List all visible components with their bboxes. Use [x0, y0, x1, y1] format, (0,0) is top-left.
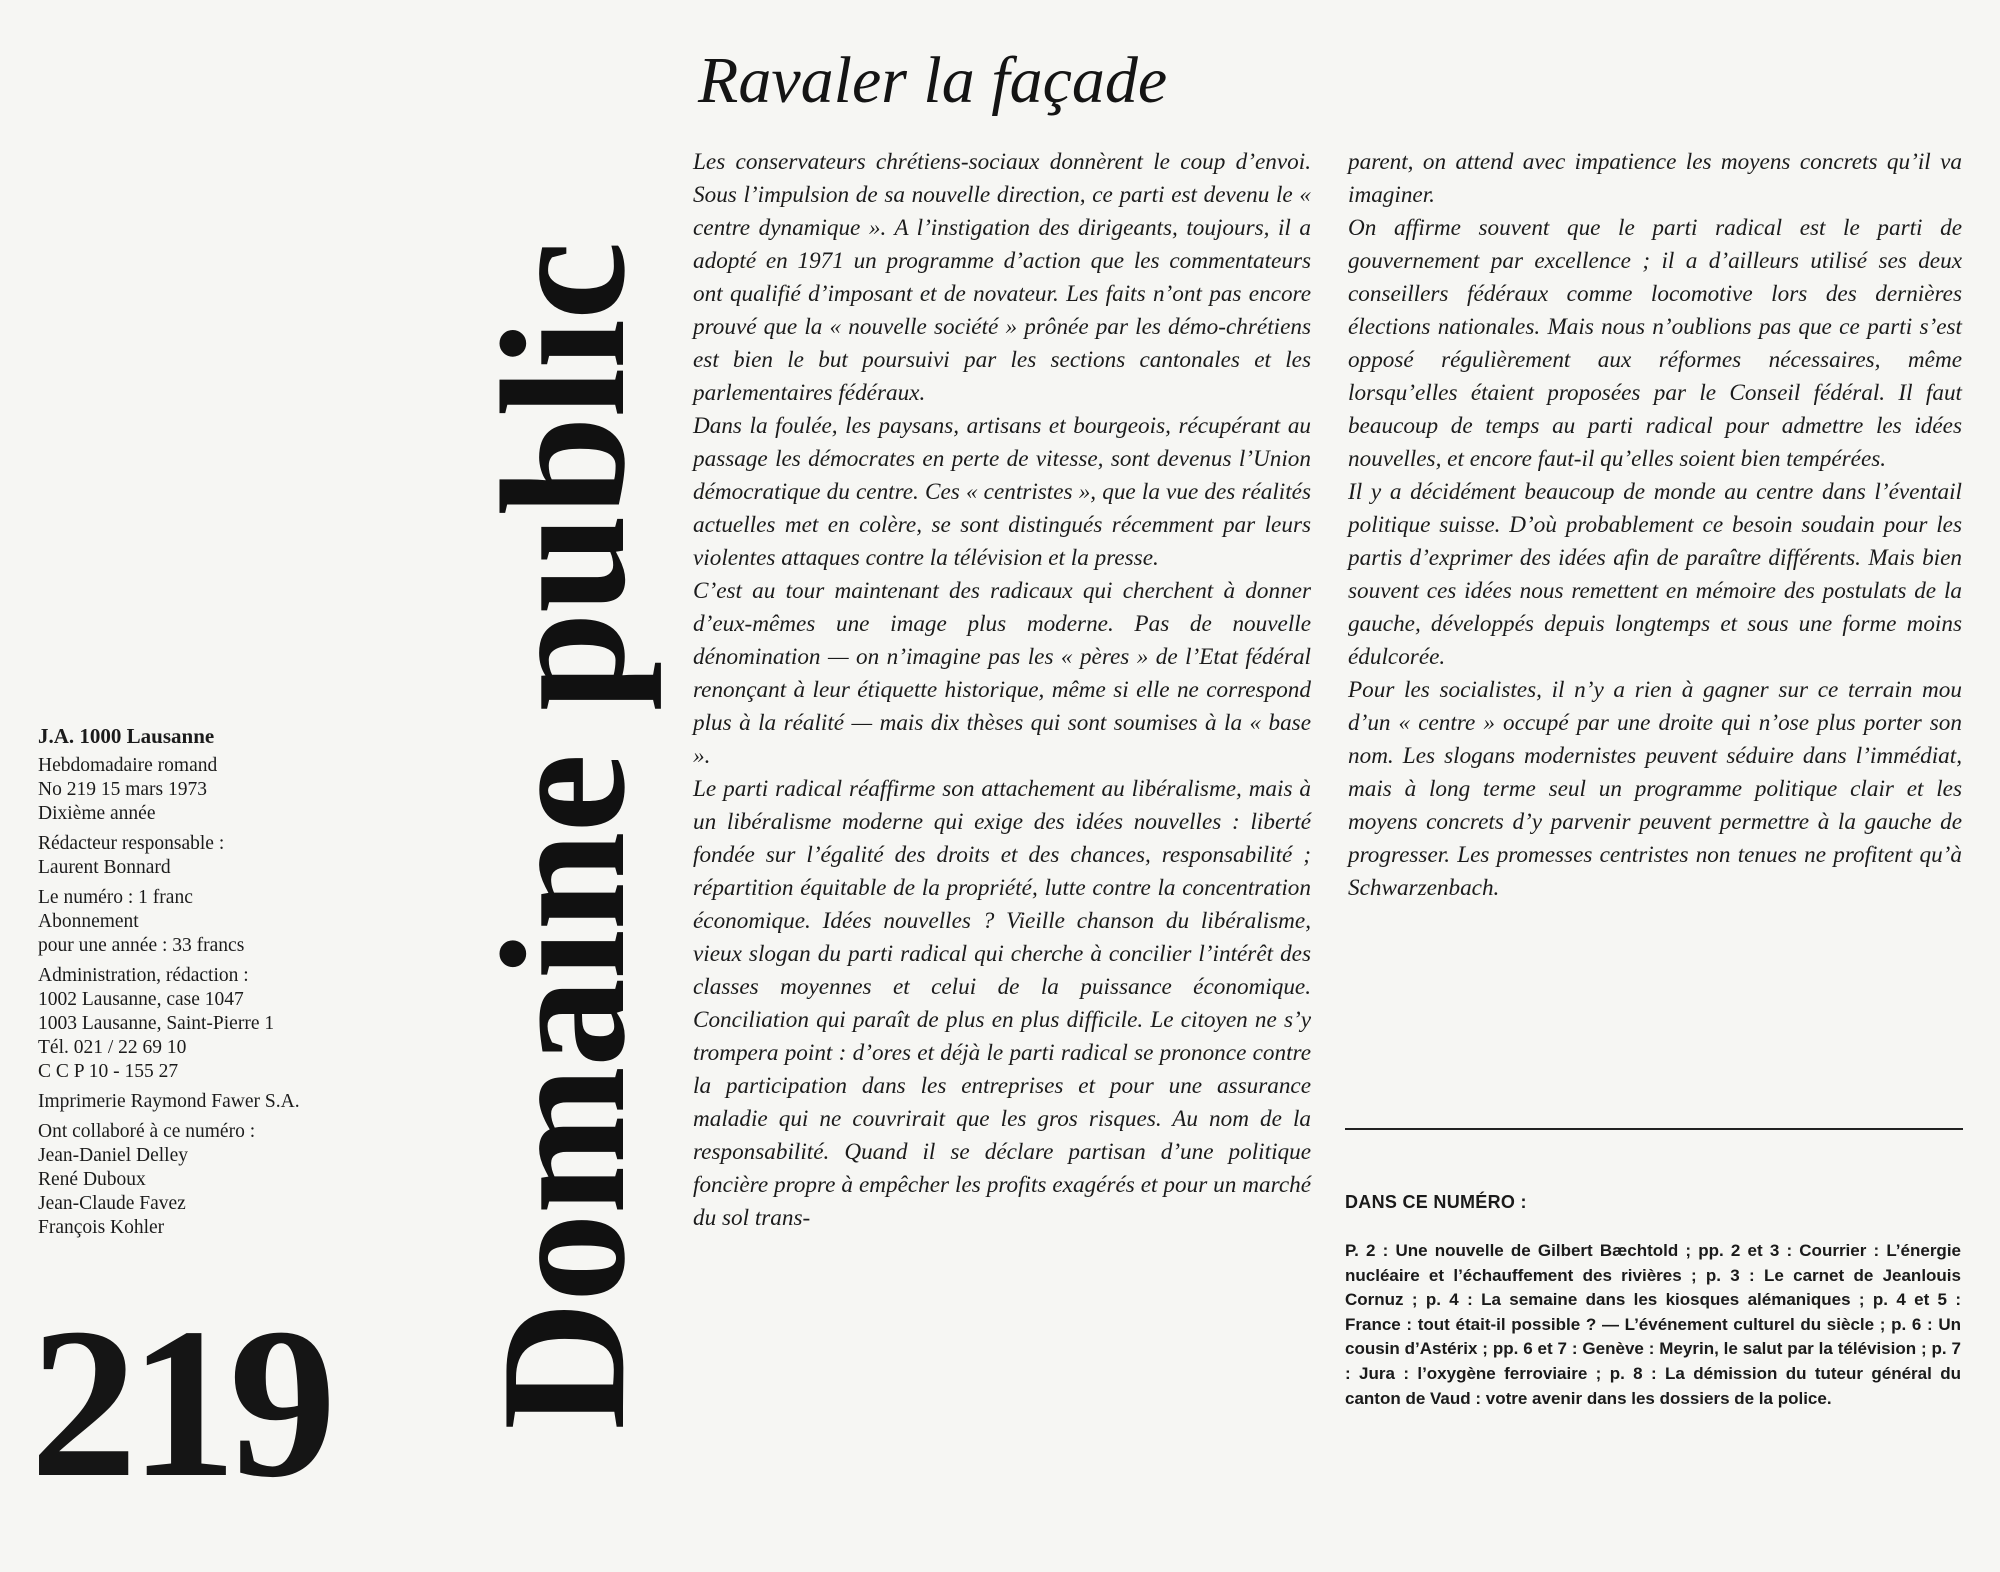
article-paragraph: Dans la foulée, les paysans, artisans et bourgeois, récupérant au passage les démocrates en perte de vitesse, sont devenus l’Union démocratique du centre. Ces « centristes », que la vue des réalités actuelles met en colère, se sont distingués récemment par leurs violentes attaques contre la télévision et la presse.	[693, 413, 1311, 571]
article-paragraph: parent, on attend avec impatience les moyens concrets qu’il va imaginer.	[1348, 149, 1962, 208]
subscription-price: pour une année : 33 francs	[38, 935, 245, 956]
masthead-title: Domaine public	[464, 242, 662, 1430]
issue-number: 219	[30, 1283, 329, 1522]
publication-frequency: Hebdomadaire romand	[38, 755, 218, 776]
article-column-2	[1348, 146, 1962, 905]
contents-list: P. 2 : Une nouvelle de Gilbert Bæchtold ; pp. 2 et 3 : Courrier : L’énergie nucléaire et l’échauffement des rivières ; p. 3 : Le carnet de Jeanlouis Cornuz ; p. 4 : La semaine dans les kiosques alémaniques ; p. 4 et 5 : France : tout était-il possible ? — L’événement culturel du siècle ; p. 6 : Un cousin d’Astérix ; pp. 6 et 7 : Genève : Meyrin, le salut par la télévision ; p. 7 : Jura : l’oxygène ferroviaire ; p. 8 : La démission du tuteur général du canton de Vaud : votre avenir dans les dossiers de la police.	[1345, 1241, 1961, 1408]
article-paragraph: Les conservateurs chrétiens-sociaux donnèrent le coup d’envoi. Sous l’impulsion de sa nouvelle direction, ce parti est devenu le « centre dynamique ». A l’instigation des dirigeants, toujours, il a adopté en 1971 un programme d’action que les commentateurs ont qualifié d’imposant et de novateur. Les faits n’ont pas encore prouvé que la « nouvelle société » prônée par les démo-chrétiens est bien le but poursuivi par les sections cantonales et les parlementaires fédéraux.	[693, 149, 1311, 406]
administration-label: Administration, rédaction :	[38, 965, 249, 986]
publication-info	[38, 754, 408, 826]
article-title: Ravaler la façade	[698, 44, 1168, 117]
article-paragraph: Il y a décidément beaucoup de monde au centre dans l’éventail politique suisse. D’où probablement ce besoin soudain pour les partis d’exprimer des idées afin de paraître différents. Mais bien souvent ces idées nous remettent en mémoire des postulats de la gauche, développés depuis longtemps et sous une forme moins édulcorée.	[1348, 479, 1962, 670]
contents-heading: DANS CE NUMÉRO :	[1345, 1192, 1527, 1212]
subscription-label: Abonnement	[38, 911, 139, 932]
administration-address: 1002 Lausanne, case 1047	[38, 989, 244, 1010]
contributor-name: Jean-Daniel Delley	[38, 1145, 188, 1166]
article-paragraph: Pour les socialistes, il n’y a rien à gagner sur ce terrain mou d’un « centre » occupé par une droite qui n’ose plus porter son nom. Les slogans modernistes peuvent séduire dans l’immédiat, mais à long terme seul un programme politique clair et les moyens concrets d’y parvenir peuvent permettre à la gauche de progresser. Les promesses centristes non tenues ne profitent qu’à Schwarzenbach.	[1348, 677, 1962, 901]
printer-name: Imprimerie Raymond Fawer S.A.	[38, 1091, 300, 1112]
article-paragraph: Le parti radical réaffirme son attachement au libéralisme, mais à un libéralisme moderne qui exige des idées nouvelles : liberté fondée sur l’égalité des droits et des chances, responsabilité ; répartition équitable de la propriété, lutte contre la concentration économique. Idées nouvelles ? Vieille chanson du libéralisme, vieux slogan du parti radical qui cherche à concilier l’intérêt des classes moyennes et celui de la puissance économique. Conciliation qui paraît de plus en plus difficile. Le citoyen ne s’y trompera point : d’ores et déjà le parti radical se prononce contre la participation dans les entreprises et pour une assurance maladie qui ne couvrirait que les gros risques. Au nom de la responsabilité. Quand il se déclare partisan d’une politique foncière propre à empêcher les profits exagérés et pour un marché du sol trans-	[693, 776, 1311, 1231]
price-info	[38, 886, 408, 958]
issue-date: No 219 15 mars 1973	[38, 779, 207, 800]
article-paragraph: C’est au tour maintenant des radicaux qui cherchent à donner d’eux-mêmes une image plus moderne. Pas de nouvelle dénomination — on n’imagine pas les « pères » de l’Etat fédéral renonçant à leur étiquette historique, même si elle ne correspond plus à la réalité — mais dix thèses qui sont soumises à la « base ».	[693, 578, 1311, 769]
contributor-name: René Duboux	[38, 1169, 146, 1190]
postal-account: C C P 10 - 155 27	[38, 1061, 179, 1082]
section-divider	[1345, 1128, 1963, 1130]
imprint-block	[38, 724, 408, 1246]
phone-number: Tél. 021 / 22 69 10	[38, 1037, 187, 1058]
issue-price: Le numéro : 1 franc	[38, 887, 193, 908]
masthead	[452, 136, 674, 1536]
postal-code-line: J.A. 1000 Lausanne	[38, 724, 215, 748]
publication-year: Dixième année	[38, 803, 156, 824]
administration-info	[38, 964, 408, 1084]
editor-name: Laurent Bonnard	[38, 857, 171, 878]
editor-info	[38, 832, 408, 880]
editor-label: Rédacteur responsable :	[38, 833, 225, 854]
printer-info	[38, 1090, 408, 1114]
contributor-name: Jean-Claude Favez	[38, 1193, 186, 1214]
contributors-label: Ont collaboré à ce numéro :	[38, 1121, 256, 1142]
article-column-1	[693, 146, 1311, 1235]
contributor-name: François Kohler	[38, 1217, 165, 1238]
administration-address: 1003 Lausanne, Saint-Pierre 1	[38, 1013, 275, 1034]
contributors-info	[38, 1120, 408, 1240]
article-paragraph: On affirme souvent que le parti radical est le parti de gouvernement par excellence ; il a d’ailleurs utilisé ses deux conseillers fédéraux comme locomotive lors des dernières élections nationales. Mais nous n’oublions pas que ce parti s’est opposé régulièrement aux réformes nécessaires, même lorsqu’elles étaient proposées par le Conseil fédéral. Il faut beaucoup de temps au parti radical pour admettre les idées nouvelles, et encore faut-il qu’elles soient bien tempérées.	[1348, 215, 1962, 472]
